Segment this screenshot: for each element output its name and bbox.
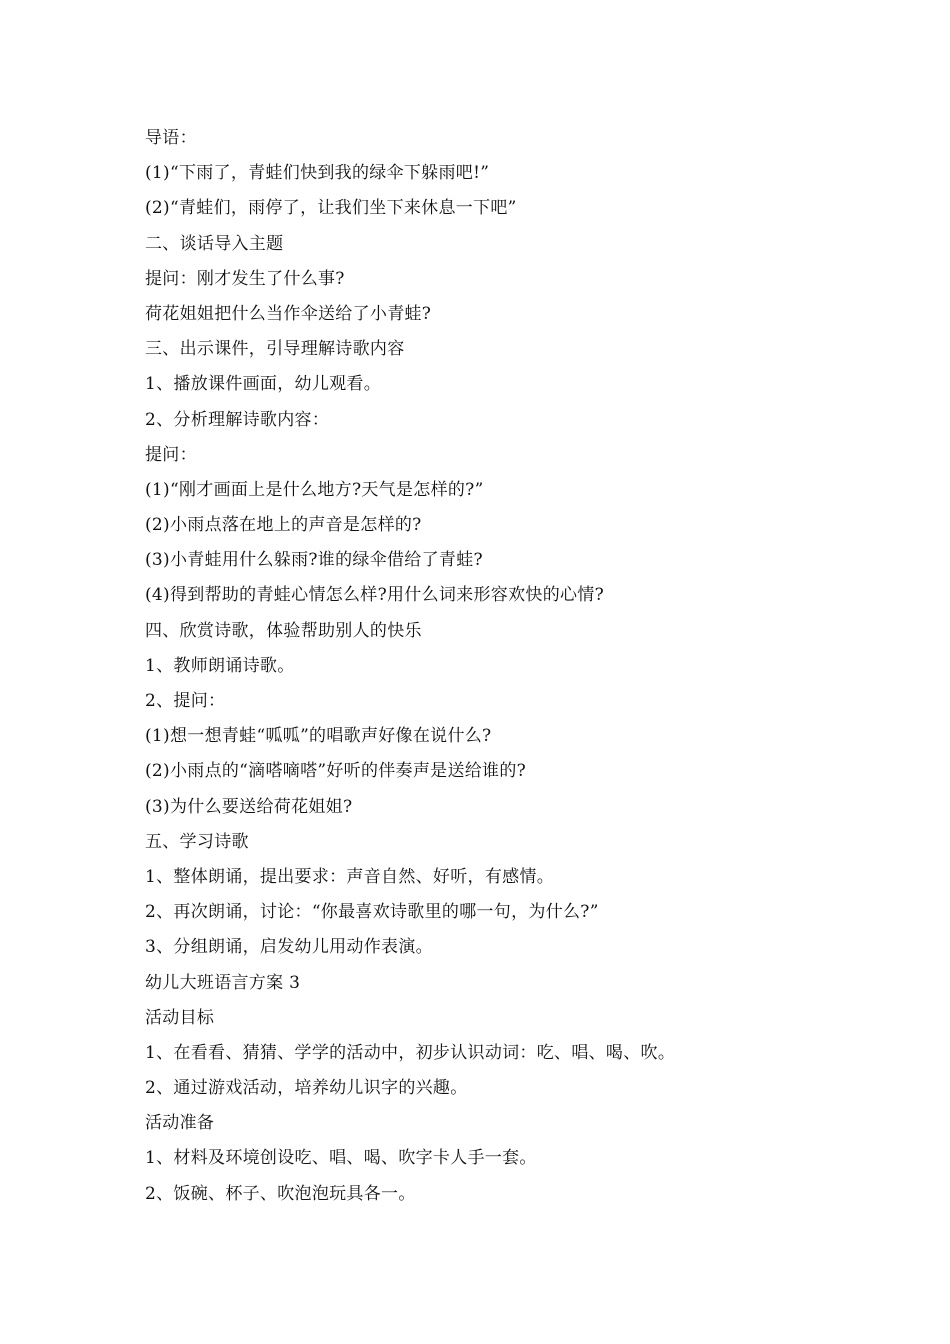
paragraph-line: 提问： [145, 444, 197, 465]
list-item: 2、分析理解诗歌内容： [145, 409, 330, 430]
section-heading-4: 四、欣赏诗歌，体验帮助别人的快乐 [145, 620, 422, 641]
plan-title: 幼儿大班语言方案 3 [145, 972, 301, 993]
section-heading-5: 五、学习诗歌 [145, 831, 249, 852]
question-item: (3)为什么要送给荷花姐姐? [145, 796, 353, 817]
list-item: 1、教师朗诵诗歌。 [145, 655, 295, 676]
list-item: 1、整体朗诵，提出要求：声音自然、好听，有感情。 [145, 866, 555, 887]
list-item: 2、再次朗诵，讨论：“你最喜欢诗歌里的哪一句，为什么?” [145, 902, 599, 923]
section-heading-2: 二、谈话导入主题 [145, 233, 284, 254]
question-item: (1)想一想青蛙“呱呱”的唱歌声好像在说什么? [145, 726, 492, 747]
list-item: 2、通过游戏活动，培养幼儿识字的兴趣。 [145, 1078, 468, 1099]
section-heading-3: 三、出示课件，引导理解诗歌内容 [145, 339, 405, 360]
list-item: 1、材料及环境创设吃、唱、喝、吹字卡人手一套。 [145, 1148, 537, 1169]
activity-prep-heading: 活动准备 [145, 1113, 215, 1134]
list-item: 1、在看看、猜猜、学学的活动中，初步认识动词：吃、唱、喝、吹。 [145, 1042, 676, 1063]
lead-in-label: 导语： [145, 128, 197, 148]
question-item: (1)“刚才画面上是什么地方?天气是怎样的?” [145, 479, 484, 500]
lead-in-line-1: (1)“下雨了，青蛙们快到我的绿伞下躲雨吧!” [145, 163, 490, 184]
question-item: (3)小青蛙用什么躲雨?谁的绿伞借给了青蛙? [145, 550, 483, 571]
activity-goals-heading: 活动目标 [145, 1007, 215, 1028]
paragraph-line: 提问：刚才发生了什么事? [145, 268, 345, 289]
list-item: 1、播放课件画面，幼儿观看。 [145, 374, 382, 395]
question-item: (2)小雨点落在地上的声音是怎样的? [145, 515, 422, 536]
lead-in-line-2: (2)“青蛙们，雨停了，让我们坐下来休息一下吧” [145, 198, 517, 219]
question-item: (2)小雨点的“滴嗒嘀嗒”好听的伴奏声是送给谁的? [145, 761, 527, 782]
question-item: (4)得到帮助的青蛙心情怎么样?用什么词来形容欢快的心情? [145, 585, 605, 606]
document-body [145, 121, 845, 1212]
list-item: 3、分组朗诵，启发幼儿用动作表演。 [145, 937, 433, 958]
list-item: 2、饭碗、杯子、吹泡泡玩具各一。 [145, 1183, 416, 1204]
paragraph-line: 荷花姐姐把什么当作伞送给了小青蛙? [145, 303, 432, 324]
list-item: 2、提问： [145, 691, 226, 711]
